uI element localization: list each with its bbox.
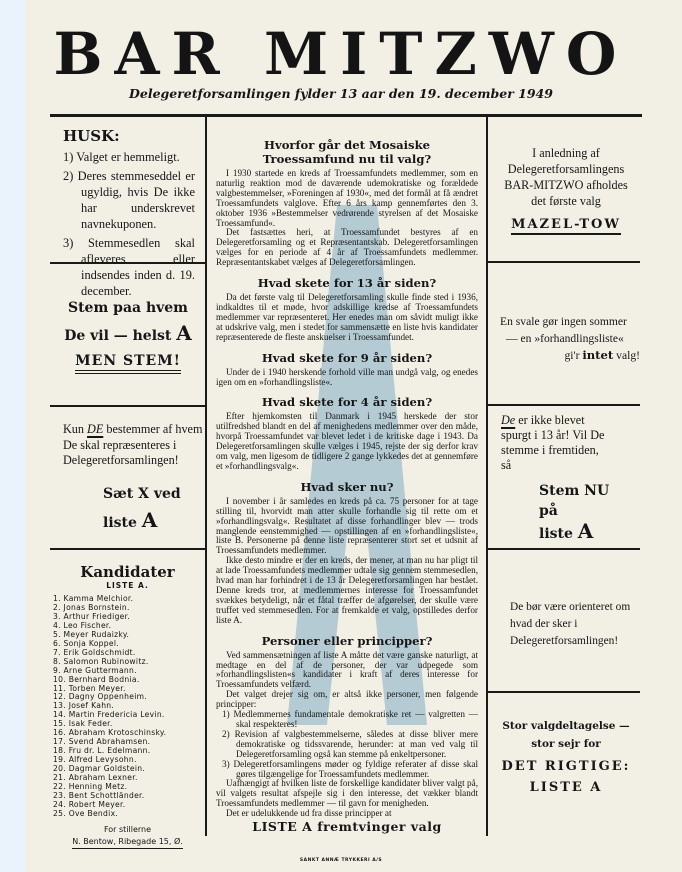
liste-a-subheading: LISTE A.	[106, 581, 149, 590]
candidate-item: 16. Abraham Krotoschinsky.	[53, 728, 167, 738]
right-rule-1	[488, 261, 640, 263]
right-rule-3	[488, 548, 640, 550]
candidate-item: 2. Jonas Bornstein.	[53, 602, 130, 612]
spurgt-emph: De	[501, 413, 516, 427]
stor-line-2: stor sejr for	[531, 738, 601, 750]
candidate-item: 4. Leo Fischer.	[53, 620, 112, 630]
candidate-item: 10. Bernhard Bodnia.	[53, 674, 140, 684]
svale-line-3	[500, 347, 640, 364]
svale-valg: valg!	[613, 349, 640, 362]
kandidater-heading: Kandidater	[80, 563, 175, 581]
candidate-item: 23. Bent Schottländer.	[53, 790, 145, 800]
kun-post: bestemmer af hvem De skal repræsenteres i Delegeretforsamlingen!	[63, 422, 203, 467]
paragraph: Det er udelukkende ud fra disse principper at	[226, 808, 392, 819]
left-rule-3	[50, 548, 205, 550]
paragraph: Ved sammensætningen af liste A måtte det være ganske naturligt, at medtage en del af de personer, der var udpegede som »forhandlingslisten«s kandidater i kraft af deres interesse for Troessamfundets velfærd.	[216, 649, 478, 690]
principles-list	[216, 710, 478, 779]
candidate-item: 11. Torben Meyer.	[53, 683, 126, 693]
svale-line-2: — en »forhandlingsliste«	[506, 332, 624, 345]
stem-line-2	[52, 321, 204, 349]
mazel-tow: MAZEL-TOW	[511, 217, 621, 235]
candidate-item: 21. Abraham Lexner.	[53, 773, 138, 783]
paragraph: I 1930 startede en kreds af Troessamfundets medlemmer, som en naturlig reaktion mod de daværende udemokratiske og forældede valgbestemmelser, »Foreningen af 1930«, med det formål at få ændret Troessamfundets valglove. Efter 6 års kamp gennemførtes den 3. oktober 1936 »Bestemmelser vedrørende styrelsen af det Mosaiske Troessamfund«.	[216, 168, 478, 228]
paragraph: Det valget drejer sig om, er altså ikke personer, men følgende principper:	[216, 689, 478, 710]
stem-line-1: Stem paa hvem	[67, 300, 188, 316]
principle-item: 1) Medlemmernes fundamentale demokratiske ret — valgretten — skal respekteres!	[222, 709, 478, 729]
orienteret-box	[510, 599, 635, 650]
men-stem-text: MEN STEM!	[75, 352, 181, 374]
paragraph: I november i år samledes en kreds på ca. 75 personer for at tage stilling til, hvorvidt man atter skulle forhandle sig til rette om et »forhandlingsvalg«. Resultatet af disse forhandlinger blev — trods manglende eenstemmighed — opstillingen af en »forhandlingsliste«, liste B. Personerne på denne liste repræsenterer stort set et udsnit af Troessamfundets medlemmer.	[216, 495, 478, 556]
anledning-text: I anledning af Delegeretforsamlingens BAR-MITZWO afholdes det første valg	[504, 146, 628, 208]
husk-list	[63, 149, 195, 299]
husk-box	[63, 127, 195, 302]
right-column-divider	[486, 116, 488, 836]
candidate-item: 20. Dagmar Goldstein.	[53, 764, 146, 774]
liste-a-line	[103, 507, 203, 536]
candidate-item: 24. Robert Meyer.	[53, 799, 126, 809]
printer-imprint: SANKT ANNÆ TRYKKERI A/S	[299, 858, 383, 863]
liste-a-final: LISTE A	[529, 780, 603, 795]
husk-item: 1) Valget er hemmeligt.	[63, 150, 180, 164]
candidate-item: 12. Dagny Oppenheim.	[53, 692, 148, 702]
candidate-item: 5. Meyer Rudaizky.	[53, 629, 130, 639]
heading-9-aar: Hvad skete for 9 år siden?	[261, 350, 433, 365]
stem-nu-line: Stem NU	[539, 483, 610, 499]
liste-letter-a: A	[577, 519, 594, 543]
det-rigtige: DET RIGTIGE:	[501, 759, 631, 774]
candidate-item: 14. Martin Fredericia Levin.	[53, 710, 165, 720]
anledning-box	[496, 145, 636, 233]
liste-word: liste	[539, 526, 573, 542]
svale-box	[500, 313, 640, 364]
husk-heading: HUSK:	[63, 127, 120, 145]
heading-13-aar: Hvad skete for 13 år siden?	[257, 276, 437, 291]
poster-title: BAR MITZWO	[53, 20, 629, 88]
husk-item: 2) Deres stemmeseddel er ugyldig, hvis De ikke har underskrevet navnekuponen.	[63, 169, 195, 231]
svale-gir: gi'r	[564, 349, 583, 362]
right-rule-4	[488, 691, 640, 693]
liste-a-line	[539, 521, 611, 544]
stem-line-2-text: De vil — helst	[64, 328, 172, 344]
kun-pre: Kun	[63, 422, 88, 436]
top-rule	[50, 114, 642, 117]
orienteret-text: De bør være orienteret om hvad der sker i Delegeretforsamlingen!	[510, 601, 631, 647]
candidate-item: 6. Sonja Koppel.	[53, 638, 119, 648]
candidate-item: 17. Svend Abrahamsen.	[53, 737, 151, 747]
stor-line-1: Stor valgdeltagelse —	[502, 720, 630, 732]
poster-subtitle: Delegeretforsamlingen fylder 13 aar den 19. december 1949	[129, 86, 553, 101]
svale-intet: intet	[582, 348, 614, 362]
candidate-item: 3. Arthur Friediger.	[53, 611, 131, 621]
paragraph: Det fastsættes heri, at Troessamfundet bestyres af en Delegeretforsamling og et Repræsentantskab. Delegeretforsamlingen vælges for en periode af 4 år af Troessamfundets medlemmer. Repræsentantskabet vælges af Delegeretforsamlingen.	[216, 227, 478, 268]
candidate-item: 18. Fru dr. L. Edelmann.	[53, 746, 151, 756]
right-rule-2	[488, 404, 640, 406]
candidate-item: 8. Salomon Rubinowitz.	[53, 656, 149, 666]
heading-hvad-sker-nu: Hvad sker nu?	[300, 479, 394, 494]
candidate-item: 19. Alfred Levysohn.	[53, 755, 137, 765]
paragraph: Uafhængigt af hvilken liste de forskellige kandidater bliver valgt på, vil valgets resultat afspejle sig i den interesse, det vækker blandt Troessamfundets medlemmer — til gavn for menigheden.	[216, 778, 478, 809]
kun-emph: DE	[87, 422, 104, 436]
kandidater-box	[50, 563, 205, 846]
left-column-divider	[205, 116, 207, 836]
saet-x-line: Sæt X ved	[103, 485, 181, 502]
spurgt-text: er ikke blevet spurgt i 13 år! Vil De stemme i fremtiden, så	[501, 413, 605, 472]
for-stillerne-label: For stillerne	[103, 824, 152, 834]
heading-4-aar: Hvad skete for 4 år siden?	[261, 395, 433, 410]
center-article	[216, 130, 478, 835]
heading-personer: Personer eller principper?	[261, 633, 433, 648]
candidate-item: 25. Ove Bendix.	[53, 808, 119, 818]
left-rule-2	[50, 405, 205, 407]
paragraph: Under de i 1940 herskende forhold ville man undgå valg, og enedes igen om en »forhandlingsliste«.	[216, 366, 478, 387]
candidate-item: 15. Isak Feder.	[53, 719, 113, 729]
liste-letter-a: A	[141, 507, 158, 532]
final-slogan: LISTE A fremtvinger valg	[252, 819, 442, 835]
candidate-list	[50, 595, 205, 819]
paa-line: på	[539, 503, 558, 519]
candidate-item: 9. Arne Guttermann.	[53, 665, 137, 675]
husk-item: 3) Stemmesedlen skal afleveres eller indsendes inden d. 19. december.	[63, 236, 195, 298]
svale-line-1: En svale gør ingen sommer	[500, 315, 627, 328]
stem-letter-a: A	[176, 321, 192, 345]
stem-nu-call	[539, 481, 611, 544]
contact-address: N. Bentow, Ribegade 15, Ø.	[72, 837, 183, 849]
candidate-item: 13. Josef Kahn.	[53, 701, 115, 711]
kun-de-box	[63, 422, 203, 536]
spurgt-box	[501, 413, 611, 544]
paragraph: Efter hjemkomsten til Danmark i 1945 herskede der stor utilfredshed blandt en del af menighedens medlemmer over den måde, hvorpå Troessamfundet var blevet ledet i de kritiske dage i 1943. Da Delegeretforsamlingen skulle vælges i 1945, rejste der sig derfor krav om valg, men ligesom de tidligere 2 gange lykkedes det at gennemføre et »forhandlingsvalg«.	[216, 411, 478, 471]
candidate-item: 1. Kamma Melchior.	[53, 594, 134, 603]
candidate-item: 22. Henning Metz.	[53, 782, 128, 792]
paragraph: Ikke desto mindre er der en kreds, der mener, at man nu har pligt til at lade Troessamfundets medlemmer udtale sig gennem stemmesedlen, hvad man har forhindret i de 13 år Delegeretforsamlingen har bestået. Denne kreds tror, at medlemmernes interesse for Troessamfundet svækkes betydeligt, når et fåtal træffer de afgørelser, der skulle være truffet ved stemmesedlen. For at fremkalde et valg, opstilledes derfor liste A.	[216, 555, 478, 625]
stor-valgdeltagelse-box	[490, 717, 642, 798]
stem-paa-hvem-box	[52, 296, 204, 374]
liste-word: liste	[103, 514, 137, 531]
saet-x-call	[103, 481, 203, 536]
men-stem	[52, 349, 204, 374]
heading-hvorfor: Hvorfor går det Mosaiske Troessamfund nu til valg?	[262, 138, 432, 166]
principle-item: 2) Revision af valgbestemmelserne, således at disse bliver mere demokratiske og tidssvarende, herunder: at man ved valg til Delegeretforsamling også kan stemme på enkeltpersoner.	[222, 728, 478, 759]
principle-item: 3) Delegeretforsamlingens møder og fyldige referater af disse skal gøres tilgængelige for Troessamfundets medlemmer.	[222, 758, 478, 779]
candidate-item: 7. Erik Goldschmidt.	[53, 647, 136, 657]
paragraph: Da det første valg til Delegeretforsamling skulle finde sted i 1936, indkaldtes til et møde, hvor adskillige kredse af Troessamfundets medlemmer var repræsenteret. Her enedes man om såvidt muligt ikke at udskrive valg, men i stedet for sammensætte en liste hvis kandidater repræsenterede de fleste anskuelser i Troessamfundet.	[216, 292, 478, 342]
